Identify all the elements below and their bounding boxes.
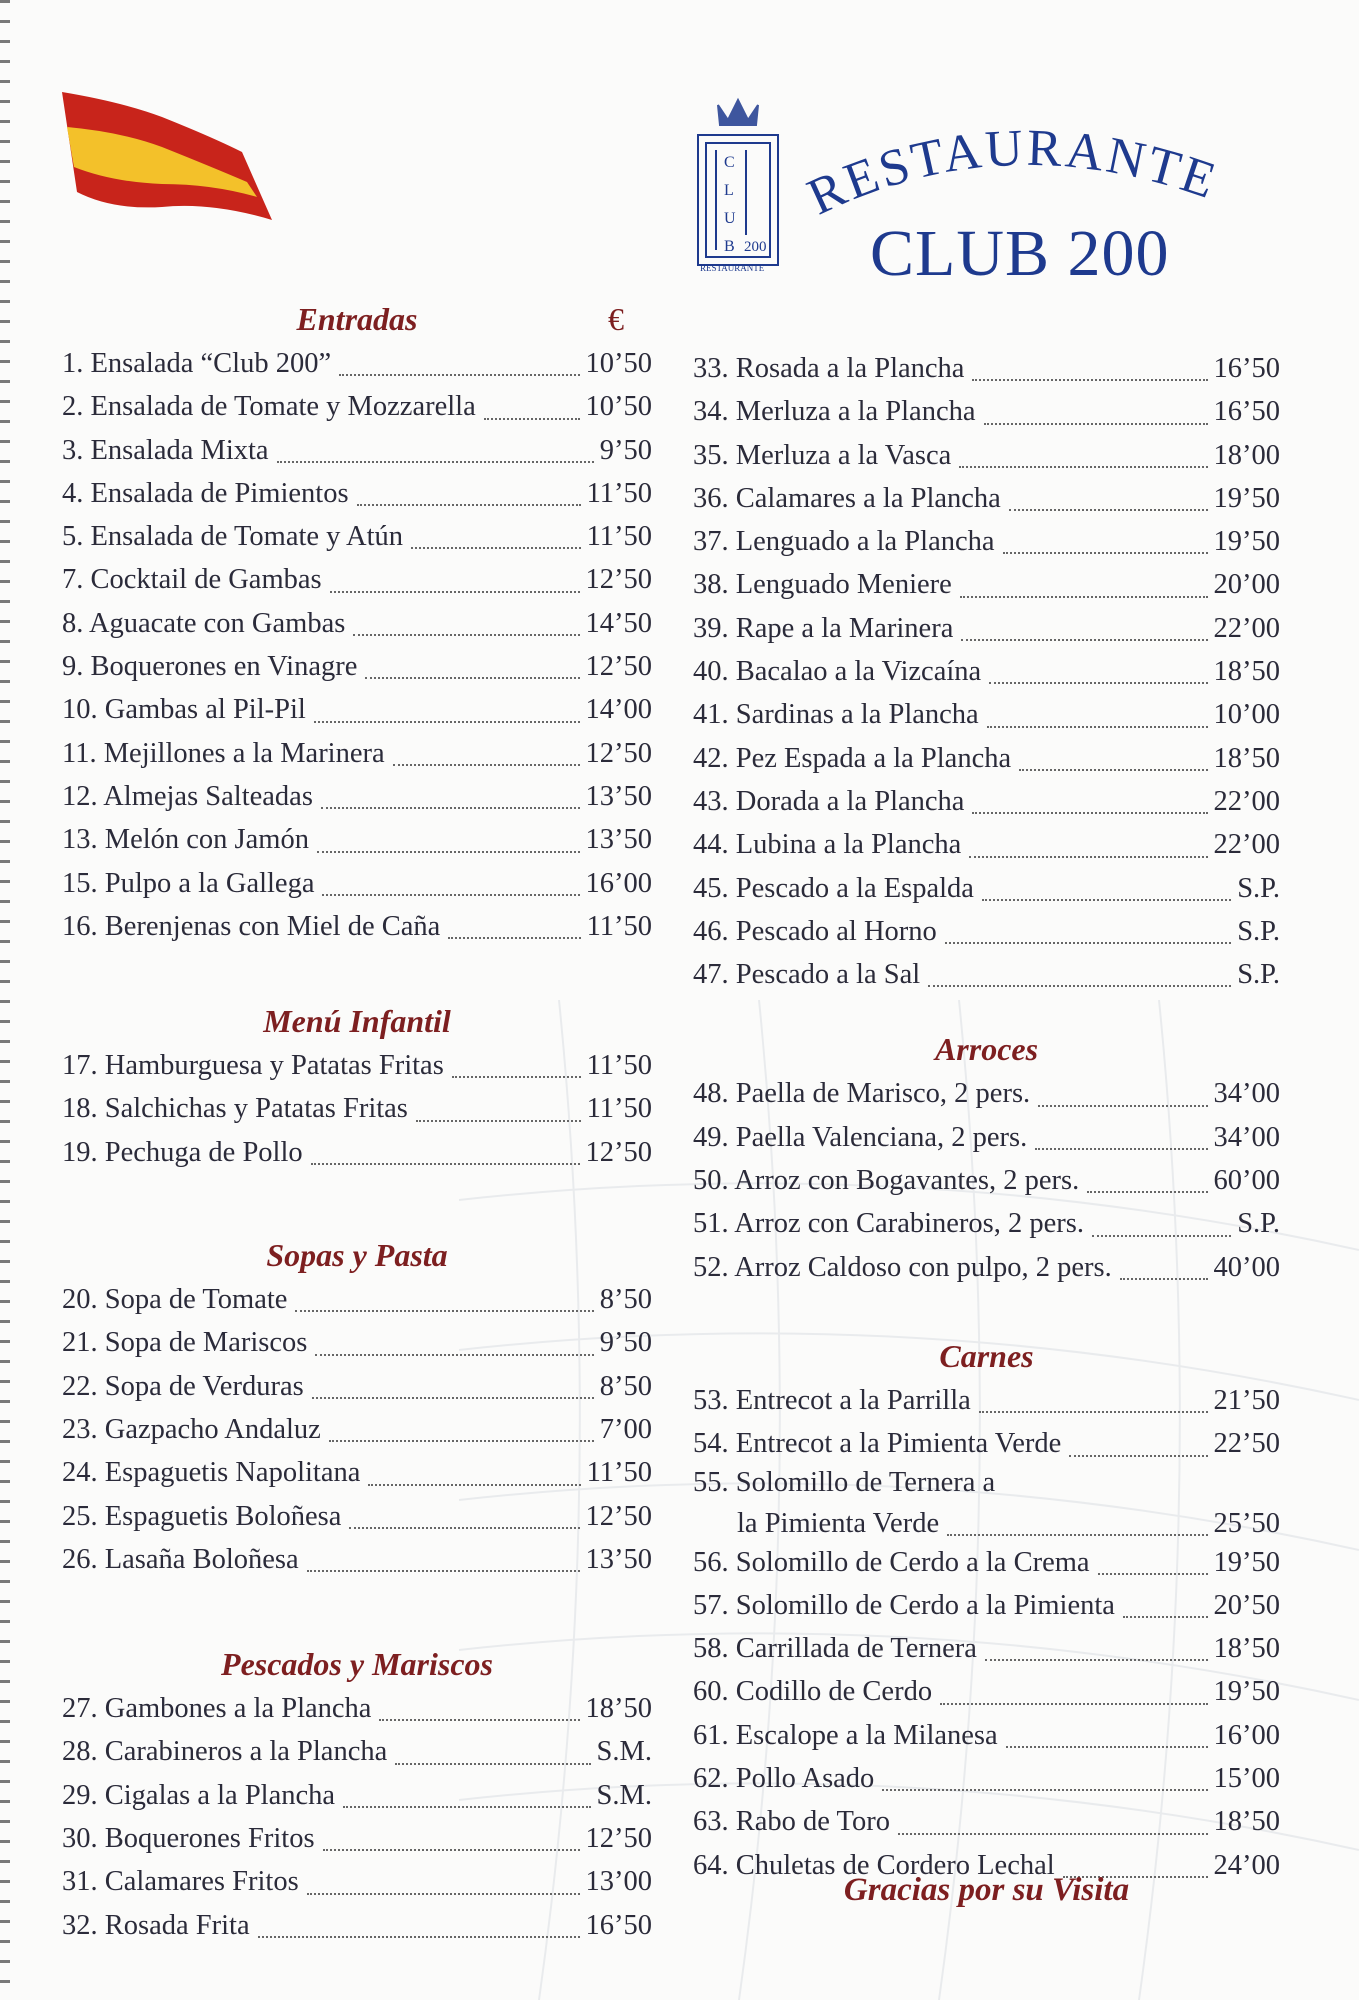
menu-item [693,1584,1280,1627]
section-title-menu-infantil: Menú Infantil [263,1003,451,1040]
item-price: 16’50 [585,1909,652,1941]
item-price: 13’50 [585,1543,652,1575]
dot-leader [295,1309,593,1312]
dot-leader [969,855,1207,858]
dot-leader [945,941,1231,944]
dot-leader [1098,1572,1208,1575]
item-price: 18’50 [1213,1633,1280,1665]
item-name: 18. Salchichas y Patatas Fritas [62,1093,408,1125]
item-price: 8’50 [599,1284,652,1316]
item-price: S.P. [1237,1208,1280,1240]
item-price: 18’50 [1213,742,1280,774]
entradas-list [62,342,652,948]
dot-leader [312,1396,594,1399]
item-price: 12’50 [585,1500,652,1532]
item-name: 2. Ensalada de Tomate y Mozzarella [62,391,476,423]
item-price: S.P. [1237,959,1280,991]
menu-item [62,1860,652,1903]
menu-item [62,862,652,905]
club-200-logo [688,95,788,275]
menu-item [693,1202,1280,1245]
menu-item [62,1904,652,1947]
menu-item [62,818,652,861]
dot-leader [321,806,580,809]
logo-letter-u: U [724,210,736,227]
item-name: 24. Espaguetis Napolitana [62,1457,361,1489]
item-price: 13’00 [585,1866,652,1898]
dot-leader [989,681,1207,684]
menu-item [693,1159,1280,1202]
item-name: 21. Sopa de Mariscos [62,1327,308,1359]
menu-item [693,520,1280,563]
menu-item [693,1116,1280,1159]
item-name: 53. Entrecot a la Parrilla [693,1384,971,1416]
item-name: 10. Gambas al Pil-Pil [62,694,306,726]
item-price: 14’00 [585,694,652,726]
item-name: 8. Aguacate con Gambas [62,607,346,639]
dot-leader [379,1718,579,1721]
dot-leader [1006,1745,1208,1748]
menu-item [693,737,1280,780]
dot-leader [368,1483,580,1486]
menu-item [62,515,652,558]
item-price: 10’50 [585,348,652,379]
item-name: 36. Calamares a la Plancha [693,482,1001,514]
item-name-line2: la Pimienta Verde [737,1507,940,1539]
menu-item [62,1687,652,1730]
dot-leader [959,465,1207,468]
dot-leader [972,811,1207,814]
logo-letter-c: C [724,154,735,171]
item-name: 32. Rosada Frita [62,1909,250,1941]
carnes-list [693,1379,1280,1466]
item-name: 20. Sopa de Tomate [62,1284,288,1316]
menu-item [693,953,1280,996]
item-price: 16’50 [1213,396,1280,428]
dot-leader [395,1762,590,1765]
item-name: 13. Melón con Jamón [62,824,309,856]
menu-item [62,1774,652,1817]
dot-leader [1120,1277,1208,1280]
item-price: 13’50 [585,780,652,812]
item-name: 40. Bacalao a la Vizcaína [693,656,982,688]
item-price: 11’50 [586,477,652,509]
item-price: 60’00 [1213,1165,1280,1197]
item-name: 51. Arroz con Carabineros, 2 pers. [693,1208,1084,1240]
item-price: 22’50 [1213,1428,1280,1460]
menu-item [693,1466,1280,1541]
item-price: 22’00 [1213,785,1280,817]
dot-leader [416,1119,581,1122]
dot-leader [307,1569,580,1572]
item-name: 41. Sardinas a la Plancha [693,699,979,731]
dot-leader [317,850,580,853]
dot-leader [314,720,580,723]
item-price: 7’00 [599,1413,652,1445]
item-name-line1: 55. Solomillo de Ternera a [693,1466,996,1498]
dot-leader [882,1788,1207,1791]
item-price: 11’50 [586,1093,652,1125]
item-price: 21’50 [1213,1384,1280,1416]
sopas-list [62,1278,652,1581]
menu-item [62,1538,652,1581]
menu-infantil-list [62,1044,652,1174]
dot-leader [258,1935,580,1938]
dot-leader [277,460,594,463]
menu-item [62,1278,652,1321]
dot-leader [323,1848,580,1851]
item-name: 38. Lenguado Meniere [693,569,952,601]
item-price: S.M. [596,1736,652,1768]
item-name: 3. Ensalada Mixta [62,434,269,466]
menu-item [693,1757,1280,1800]
item-price: 19’50 [1213,526,1280,558]
item-name: 60. Codillo de Cerdo [693,1676,933,1708]
item-name: 19. Pechuga de Pollo [62,1136,303,1168]
dot-leader [898,1832,1208,1835]
menu-item [62,1495,652,1538]
menu-item [693,563,1280,606]
dot-leader [985,1658,1208,1661]
dot-leader [1003,551,1208,554]
menu-item [62,472,652,515]
item-price: 22’00 [1213,612,1280,644]
menu-item [693,1072,1280,1115]
arroces-list [693,1072,1280,1288]
dot-leader [484,417,580,420]
item-name: 39. Rape a la Marinera [693,612,954,644]
dot-leader [1019,768,1207,771]
menu-item [693,607,1280,650]
item-name: 44. Lubina a la Plancha [693,829,962,861]
menu-item [62,645,652,688]
menu-item [693,477,1280,520]
menu-item [693,1246,1280,1289]
dot-leader [330,590,580,593]
item-name: 9. Boquerones en Vinagre [62,651,358,683]
dot-leader [349,1526,579,1529]
item-name: 61. Escalope a la Milanesa [693,1719,998,1751]
item-name: 27. Gambones a la Plancha [62,1693,372,1725]
dot-leader [365,676,579,679]
dot-leader [448,936,580,939]
menu-item [62,1131,652,1174]
item-name: 58. Carrillada de Ternera [693,1633,977,1665]
dot-leader [987,725,1208,728]
section-title-carnes: Carnes [939,1337,1034,1374]
dot-leader [1087,1190,1207,1193]
item-price: 18’50 [1213,656,1280,688]
item-name: 46. Pescado al Horno [693,915,937,947]
menu-item [693,1379,1280,1422]
item-price: 19’50 [1213,1546,1280,1578]
dot-leader [1069,1454,1207,1457]
dot-leader [322,893,579,896]
menu-item [62,775,652,818]
item-name: 45. Pescado a la Espalda [693,872,974,904]
item-price: S.M. [596,1779,652,1811]
item-price: 22’00 [1213,829,1280,861]
pescados-list-right [693,347,1280,996]
item-name: 31. Calamares Fritos [62,1866,299,1898]
dot-leader [339,373,579,376]
item-name: 62. Pollo Asado [693,1763,875,1795]
currency-symbol: € [608,301,624,337]
dot-leader [1092,1234,1231,1237]
item-price: 9’50 [599,1327,652,1359]
thanks-footer: Gracias por su Visita [843,1872,1130,1908]
item-price: 34’00 [1213,1121,1280,1153]
section-title-entradas: Entradas € [62,296,652,342]
logo-letter-l: L [724,182,734,199]
restaurant-title [790,119,1290,290]
restaurant-word: RESTAURANTE [799,119,1225,227]
item-name: 42. Pez Espada a la Plancha [693,742,1012,774]
logo-number: 200 [744,239,767,255]
item-name: 56. Solomillo de Cerdo a la Crema [693,1546,1090,1578]
item-name: 50. Arroz con Bogavantes, 2 pers. [693,1165,1080,1197]
dot-leader [1123,1615,1208,1618]
item-name: 35. Merluza a la Vasca [693,439,952,471]
dot-leader [329,1439,594,1442]
item-price: 15’00 [1213,1763,1280,1795]
item-name: 48. Paella de Marisco, 2 pers. [693,1078,1031,1110]
dot-leader [315,1353,593,1356]
item-price: 9’50 [599,434,652,466]
club-name: CLUB 200 [870,217,1170,290]
dot-leader [411,546,581,549]
menu-item [62,1087,652,1130]
menu-item [62,1408,652,1451]
menu-item [693,1800,1280,1843]
dot-leader [1038,1104,1207,1107]
menu-item [62,1365,652,1408]
logo-caption: RESTAURANTE [700,263,765,273]
item-price: S.P. [1237,915,1280,947]
menu-item [62,385,652,428]
menu-item [693,1422,1280,1465]
item-price: S.P. [1237,872,1280,904]
menu-item [62,558,652,601]
item-price: 16’00 [1213,1719,1280,1751]
spanish-flag-icon [62,92,272,222]
item-price: 12’50 [585,564,652,596]
item-price: 16’50 [1213,353,1280,384]
item-name: 30. Boquerones Fritos [62,1823,315,1855]
item-name: 25. Espaguetis Boloñesa [62,1500,342,1532]
menu-item [62,602,652,645]
item-price: 10’00 [1213,699,1280,731]
dot-leader [307,1892,580,1895]
dot-leader [452,1075,581,1078]
item-price: 20’00 [1213,569,1280,601]
item-name: 4. Ensalada de Pimientos [62,477,349,509]
item-name: 15. Pulpo a la Gallega [62,867,315,899]
item-name: 54. Entrecot a la Pimienta Verde [693,1428,1062,1460]
dot-leader [928,984,1231,987]
dot-leader [1009,508,1208,511]
item-price: 40’00 [1213,1251,1280,1283]
section-title-arroces: Arroces [934,1031,1039,1068]
item-price: 11’50 [586,910,652,942]
item-price: 11’50 [586,521,652,553]
logo-letter-b: B [724,238,735,255]
dot-leader [1035,1147,1207,1150]
item-name: 63. Rabo de Toro [693,1806,890,1838]
menu-item [693,780,1280,823]
item-price: 34’00 [1213,1078,1280,1110]
menu-item [62,688,652,731]
item-name: 23. Gazpacho Andaluz [62,1413,321,1445]
right-column [693,347,1280,1887]
dot-leader [947,1533,1207,1536]
item-name: 52. Arroz Caldoso con pulpo, 2 pers. [693,1251,1112,1283]
menu-item [62,1321,652,1364]
item-name: 37. Lenguado a la Plancha [693,526,995,558]
menu-item [693,1714,1280,1757]
menu-item [693,434,1280,477]
dot-leader [393,763,580,766]
dot-leader [343,1805,591,1808]
menu-item [693,390,1280,433]
dot-leader [960,595,1208,598]
item-name: 64. Chuletas de Cordero Lechal [693,1849,1055,1881]
item-name: 43. Dorada a la Plancha [693,785,965,817]
item-name: 11. Mejillones a la Marinera [62,737,385,769]
spiral-binding [0,0,10,2000]
item-price: 12’50 [585,1136,652,1168]
item-name: 47. Pescado a la Sal [693,959,921,991]
menu-item [62,1817,652,1860]
menu-item [693,347,1280,390]
dot-leader [311,1162,580,1165]
menu-item [62,342,652,385]
item-price: 18’50 [585,1693,652,1725]
menu-item [62,1451,652,1494]
item-price: 24’00 [1213,1849,1280,1881]
item-name: 26. Lasaña Boloñesa [62,1543,299,1575]
item-name: 29. Cigalas a la Plancha [62,1779,336,1811]
item-price: 14’50 [585,607,652,639]
dot-leader [984,422,1208,425]
item-price: 19’50 [1213,482,1280,514]
item-price: 10’50 [585,391,652,423]
menu-item [62,905,652,948]
item-name: 1. Ensalada “Club 200” [62,348,332,379]
item-price: 12’50 [585,1823,652,1855]
section-title-sopas: Sopas y Pasta [266,1237,448,1274]
menu-item [62,1730,652,1773]
item-name: 33. Rosada a la Plancha [693,353,965,384]
item-price: 11’50 [586,1050,652,1082]
item-name: 16. Berenjenas con Miel de Caña [62,910,441,942]
item-name: 17. Hamburguesa y Patatas Fritas [62,1050,444,1082]
item-name: 49. Paella Valenciana, 2 pers. [693,1121,1028,1153]
item-name: 22. Sopa de Verduras [62,1370,304,1402]
dot-leader [353,633,579,636]
item-price: 13’50 [585,824,652,856]
item-price: 8’50 [599,1370,652,1402]
left-column [62,296,652,1947]
menu-item [693,650,1280,693]
dot-leader [357,503,581,506]
menu-item [693,693,1280,736]
menu-item [62,429,652,472]
item-name: 57. Solomillo de Cerdo a la Pimienta [693,1589,1115,1621]
item-price: 12’50 [585,651,652,683]
item-price: 20’50 [1213,1589,1280,1621]
item-price: 11’50 [586,1457,652,1489]
item-price: 12’50 [585,737,652,769]
dot-leader [982,898,1231,901]
menu-item [62,1044,652,1087]
section-title-pescados: Pescados y Mariscos [221,1646,493,1683]
item-name: 28. Carabineros a la Plancha [62,1736,388,1768]
menu-item [693,910,1280,953]
item-price: 19’50 [1213,1676,1280,1708]
item-name: 5. Ensalada de Tomate y Atún [62,521,403,553]
menu-item [62,732,652,775]
pescados-list-left [62,1687,652,1947]
dot-leader [979,1410,1208,1413]
svg-text:RESTAURANTE [799,120,1224,227]
menu-item [693,1627,1280,1670]
menu-item [693,867,1280,910]
carnes-list-continued [693,1541,1280,1887]
dot-leader [940,1702,1207,1705]
item-name: 34. Merluza a la Plancha [693,396,976,428]
dot-leader [972,378,1207,381]
item-price: 25’50 [1213,1507,1280,1539]
item-name: 7. Cocktail de Gambas [62,564,322,596]
menu-item [693,1541,1280,1584]
menu-item [693,823,1280,866]
dot-leader [961,638,1207,641]
menu-item [693,1670,1280,1713]
item-price: 16’00 [585,867,652,899]
item-price: 18’00 [1213,439,1280,471]
item-price: 18’50 [1213,1806,1280,1838]
item-name: 12. Almejas Salteadas [62,780,313,812]
